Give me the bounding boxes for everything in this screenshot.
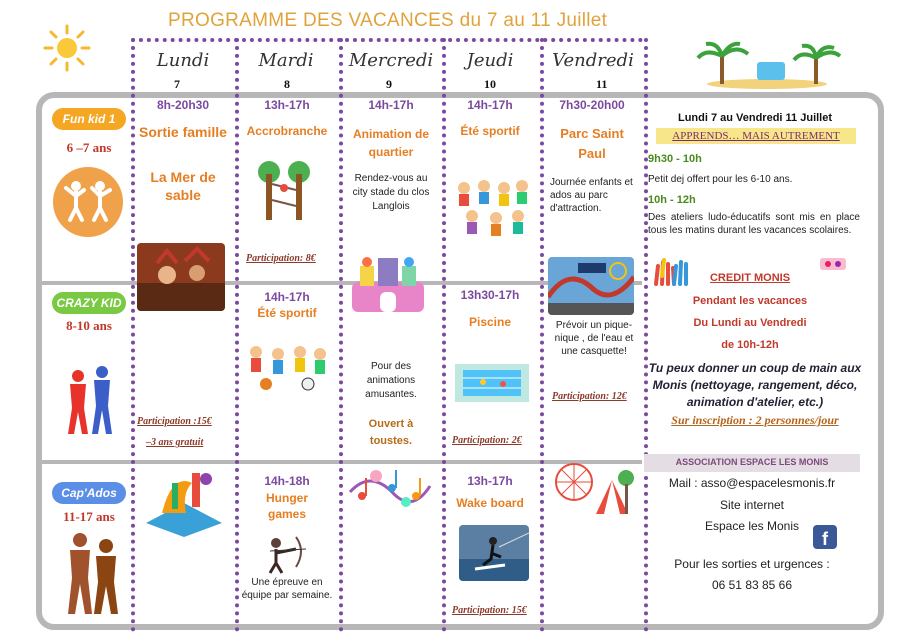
amusement-park-photo [548,257,634,315]
day-number-friday: 11 [596,77,608,91]
credit-line-1: Pendant les vacances [692,295,808,307]
archer-icon [262,535,308,575]
group-age-crazykid: 8-10 ans [66,318,112,333]
monday-free-note: –3 ans gratuit [146,437,204,448]
friday-participation: Participation: 12€ [552,391,627,402]
sidebar-subheading: APPRENDS… MAIS AUTREMENT [672,130,840,142]
website-name: Espace les Monis [704,519,800,533]
crafts-icon [818,254,848,274]
inscription-note: Sur inscription : 2 personnes/jour [671,413,839,427]
sidebar-heading: Lundi 7 au Vendredi 11 Juillet [677,112,833,124]
association-name: ASSOCIATION ESPACE LES MONIS [675,457,829,467]
sidebar-time-1: 9h30 - 10h [648,153,702,165]
palm-beach-icon [662,36,872,90]
credit-help-text: Tu peux donner un coup de main aux Monis (nettoyage, rangement, déco, animation d'atelier, etc.) [648,361,862,409]
credit-line-2: Du Lundi au Vendredi [693,317,807,329]
thursday-time-2: 13h30-17h [460,288,520,302]
thursday-time-3: 13h-17h [467,474,513,488]
monday-time: 8h-20h30 [156,98,210,112]
friday-activity: Parc Saint Paul [560,126,624,161]
tuesday-activity-3: Hunger games [266,491,308,521]
page-title: PROGRAMME DES VACANCES du 7 au 11 Juillet [168,10,608,31]
sidebar-text-1: Petit dej offert pour les 6-10 ans. [648,174,793,185]
wakeboard-photo [459,525,529,581]
day-header-border [131,38,643,46]
treetop-adventure-icon [257,160,311,220]
sport-kids-icon [244,344,330,394]
day-name-monday: Lundi [156,50,210,71]
wednesday-open-note: Ouvert à toustes. [368,418,414,447]
group-age-capados: 11-17 ans [63,509,115,524]
tuesday-time-3: 14h-18h [264,474,310,488]
group-badge-crazykid: CRAZY KID [52,292,126,314]
monday-activity: Sortie famille [139,124,227,140]
water-park-icon [142,463,224,539]
wednesday-time: 14h-17h [368,98,414,112]
friday-desc-2: Prévoir un pique-nique , de l'eau et une casquette! [554,320,634,357]
bouncy-castle-icon [346,252,430,316]
facebook-icon[interactable]: f [813,525,837,549]
sun-icon [42,24,92,72]
thursday-activity: Été sportif [460,124,520,138]
tuesday-participation: Participation: 8€ [246,253,316,264]
wednesday-activity: Animation de quartier [352,127,429,159]
day-name-tuesday: Mardi [258,50,314,71]
friday-desc: Journée enfants et ados au parc d'attraction. [550,177,633,214]
day-number-wednesday: 9 [386,77,392,91]
tuesday-activity: Accrobranche [246,124,328,138]
fairground-icon [552,458,634,518]
kids-silhouette-icon [62,366,122,438]
group-badge-capados: Cap'Ados [52,482,126,504]
day-name-wednesday: Mercredi [348,50,434,71]
thursday-activity-3: Wake board [456,496,524,510]
day-name-thursday: Jeudi [466,50,514,71]
sand-sea-park-photo [137,243,225,311]
website-label: Site internet [719,498,785,512]
wednesday-desc-2: Pour des animations amusantes. [365,361,417,400]
sidebar-time-2: 10h - 12h [648,194,696,206]
kids-jumping-icon [52,166,124,238]
thursday-participation-3: Participation: 15€ [452,605,527,616]
tuesday-time: 13h-17h [264,98,310,112]
day-number-tuesday: 8 [284,77,290,91]
sidebar-text-2: Des ateliers ludo-éducatifs sont mis en place tous les matins durant les vacances scolaires. [648,212,860,236]
thursday-participation-2: Participation: 2€ [452,435,522,446]
tuesday-desc-3: Une épreuve en équipe par semaine. [241,577,333,601]
thursday-activity-2: Piscine [468,315,512,329]
wednesday-desc: Rendez-vous au city stade du clos Langlois [352,173,430,212]
swimming-pool-icon [453,360,531,406]
thursday-time: 14h-17h [467,98,513,112]
monday-participation: Participation :15€ [137,416,212,427]
day-number-thursday: 10 [484,77,496,91]
group-badge-funkid: Fun kid 1 [52,108,126,130]
teens-silhouette-icon [60,530,128,620]
music-notes-icon [346,466,432,508]
sport-kids-icon-2 [452,178,532,244]
urgency-label: Pour les sorties et urgences : [674,557,830,571]
credit-line-3: de 10h-12h [721,339,779,351]
credit-monis-title: CREDIT MONIS [709,272,791,284]
group-age-funkid: 6 –7 ans [66,140,112,155]
tuesday-activity-2: Été sportif [257,306,317,320]
tuesday-time-2: 14h-17h [264,290,310,304]
friday-time: 7h30-20h00 [559,98,625,112]
contact-mail: Mail : asso@espacelesmonis.fr [668,476,836,490]
contact-phone: 06 51 83 85 66 [711,578,793,592]
day-number-monday: 7 [174,77,180,91]
day-name-friday: Vendredi [552,50,634,71]
monday-activity-place: La Mer de sable [150,169,216,204]
